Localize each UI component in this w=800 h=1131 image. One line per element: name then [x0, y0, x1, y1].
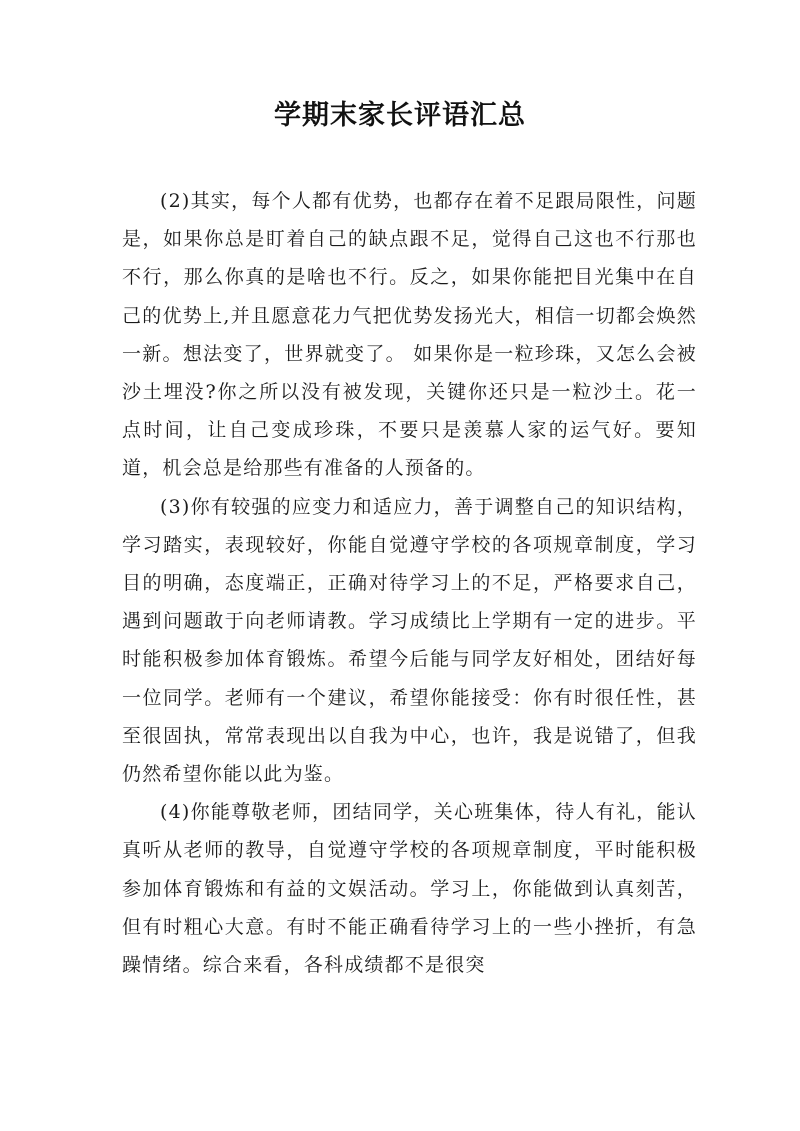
- document-title: 学期末家长评语汇总: [274, 100, 526, 131]
- paragraph-2: (2)其实，每个人都有优势，也都存在着不足跟局限性，问题是，如果你总是盯着自己的缺点跟不足，觉得自己这也不行那也不行，那么你真的是啥也不行。反之，如果你能把目光集中在自己的优势上,并且愿意花力气把优势发扬光大，相信一切都会焕然一新。想法变了，世界就变了。 如果你是一粒珍珠，又怎么会被沙土埋没?你之所以没有被发现，关键你还只是一粒沙土。花一点时间，让自己变成珍珠，不要只是羡慕人家的运气好。要知道，机会总是给那些有准备的人预备的。: [122, 190, 697, 480]
- document-body: [122, 182, 697, 984]
- paragraph-4: (4)你能尊敬老师，团结同学，关心班集体，待人有礼，能认真听从老师的教导，自觉遵守学校的各项规章制度，平时能积极参加体育锻炼和有益的文娱活动。学习上，你能做到认真刻苦，但有时粗心大意。有时不能正确看待学习上的一些小挫折，有急躁情绪。综合来看，各科成绩都不是很突: [122, 801, 697, 977]
- paragraph-3: (3)你有较强的应变力和适应力，善于调整自己的知识结构，学习踏实，表现较好，你能自觉遵守学校的各项规章制度，学习目的明确，态度端正，正确对待学习上的不足，严格要求自己，遇到问题敢于向老师请教。学习成绩比上学期有一定的进步。平时能积极参加体育锻炼。希望今后能与同学友好相处，团结好每一位同学。老师有一个建议，希望你能接受：你有时很任性，甚至很固执，常常表现出以自我为中心，也许，我是说错了，但我仍然希望你能以此为鉴。: [122, 495, 697, 786]
